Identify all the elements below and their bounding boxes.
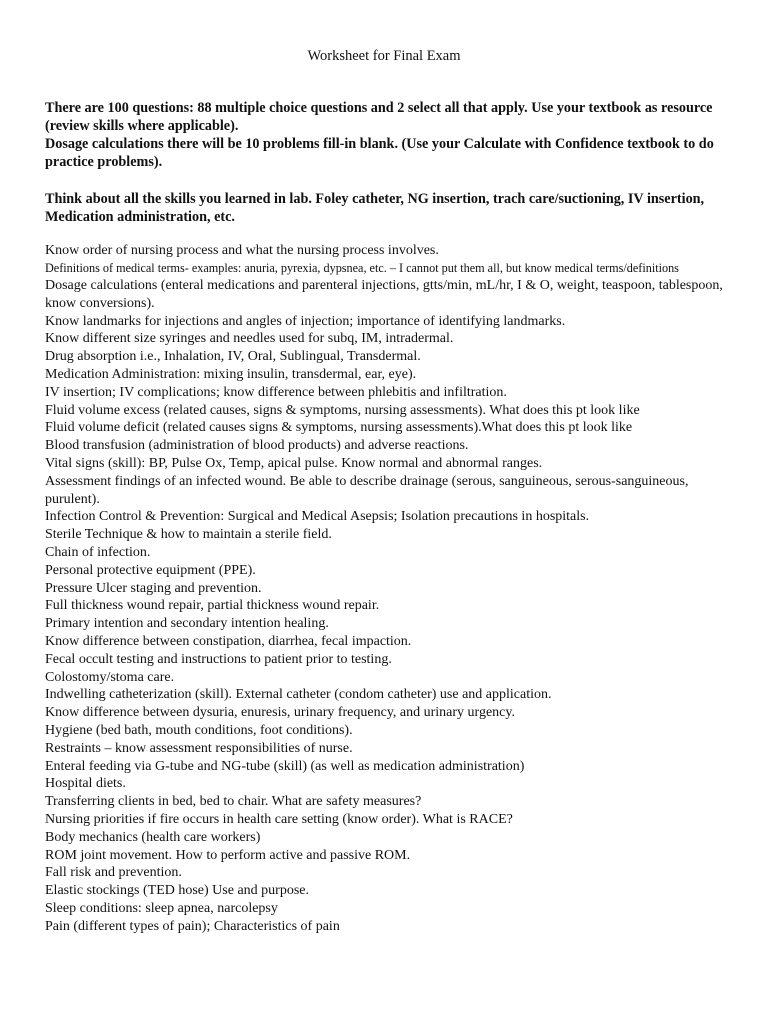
study-topic-list <box>45 242 735 935</box>
topic-item: Know different size syringes and needles used for subq, IM, intradermal. <box>45 331 454 347</box>
topic-item: Know landmarks for injections and angles of injection; importance of identifying landmarks. <box>45 313 566 329</box>
topic-item: Know difference between constipation, diarrhea, fecal impaction. <box>45 633 412 649</box>
topic-item: Infection Control & Prevention: Surgical and Medical Asepsis; Isolation precautions in hospitals. <box>45 509 590 525</box>
topic-item: Assessment findings of an infected wound. Be able to describe drainage (serous, sanguineous, serous-sanguineous, purulent). <box>45 473 689 507</box>
topic-item: IV insertion; IV complications; know difference between phlebitis and infiltration. <box>45 384 507 400</box>
topic-item: Transferring clients in bed, bed to chair. What are safety measures? <box>45 794 422 810</box>
topic-item: Colostomy/stoma care. <box>45 669 175 685</box>
topic-item: Pain (different types of pain); Characteristics of pain <box>45 918 340 934</box>
topic-item: Know order of nursing process and what the nursing process involves. <box>45 243 439 258</box>
topic-item: Definitions of medical terms- examples: anuria, pyrexia, dypsnea, etc. – I cannot put them all, but know medical terms/definitions <box>45 260 679 275</box>
topic-item: Enteral feeding via G-tube and NG-tube (skill) (as well as medication administration) <box>45 758 525 774</box>
topic-item: Hospital diets. <box>45 776 126 792</box>
topic-item: Medication Administration: mixing insulin, transdermal, ear, eye). <box>45 366 417 382</box>
topic-item: Indwelling catheterization (skill). External catheter (condom catheter) use and application. <box>45 687 552 703</box>
topic-item: Sterile Technique & how to maintain a sterile field. <box>45 527 332 543</box>
topic-item: Fluid volume excess (related causes, signs & symptoms, nursing assessments). What does this pt look like <box>45 402 640 418</box>
topic-item: Nursing priorities if fire occurs in health care setting (know order). What is RACE? <box>45 811 513 827</box>
topic-item: Fall risk and prevention. <box>45 865 182 881</box>
topic-item: Fecal occult testing and instructions to patient prior to testing. <box>45 651 392 667</box>
topic-item: Sleep conditions: sleep apnea, narcolepsy <box>45 900 278 916</box>
topic-item: Fluid volume deficit (related causes signs & symptoms, nursing assessments).What does this pt look like <box>45 420 633 436</box>
topic-item: Primary intention and secondary intention healing. <box>45 616 329 632</box>
topic-item: Chain of infection. <box>45 544 151 560</box>
topic-item: Dosage calculations (enteral medications and parenteral injections, gtts/min, mL/hr, I & O, weight, teaspoon, tablespoon, know conversions). <box>45 278 723 311</box>
lab-skills-info: Think about all the skills you learned in lab. Foley catheter, NG insertion, trach care/suctioning, IV insertion, Medication administration, etc. <box>45 191 705 225</box>
topic-item: Pressure Ulcer staging and prevention. <box>45 580 262 596</box>
topic-item: Body mechanics (health care workers) <box>45 829 261 845</box>
topic-item: Restraints – know assessment responsibilities of nurse. <box>45 740 353 756</box>
topic-item: Vital signs (skill): BP, Pulse Ox, Temp, apical pulse. Know normal and abnormal ranges. <box>45 455 543 471</box>
topic-item: ROM joint movement. How to perform active and passive ROM. <box>45 847 411 863</box>
topic-item: Drug absorption i.e., Inhalation, IV, Oral, Sublingual, Transdermal. <box>45 349 421 365</box>
topic-item: Know difference between dysuria, enuresis, urinary frequency, and urinary urgency. <box>45 705 515 721</box>
exam-overview-block <box>45 99 735 171</box>
topic-item: Hygiene (bed bath, mouth conditions, foot conditions). <box>45 722 353 738</box>
topic-item: Elastic stockings (TED hose) Use and purpose. <box>45 883 309 899</box>
exam-question-info: There are 100 questions: 88 multiple choice questions and 2 select all that apply. Use your textbook as resource (review skills where applicable). <box>45 100 713 134</box>
topic-item: Personal protective equipment (PPE). <box>45 562 256 578</box>
lab-skills-block <box>45 190 735 226</box>
topic-item: Full thickness wound repair, partial thickness wound repair. <box>45 598 380 614</box>
dosage-calculation-info: Dosage calculations there will be 10 problems fill-in blank. (Use your Calculate with Confidence textbook to do practice problems). <box>45 136 714 170</box>
topic-item: Blood transfusion (administration of blood products) and adverse reactions. <box>45 438 469 454</box>
document-title: Worksheet for Final Exam <box>307 48 461 64</box>
